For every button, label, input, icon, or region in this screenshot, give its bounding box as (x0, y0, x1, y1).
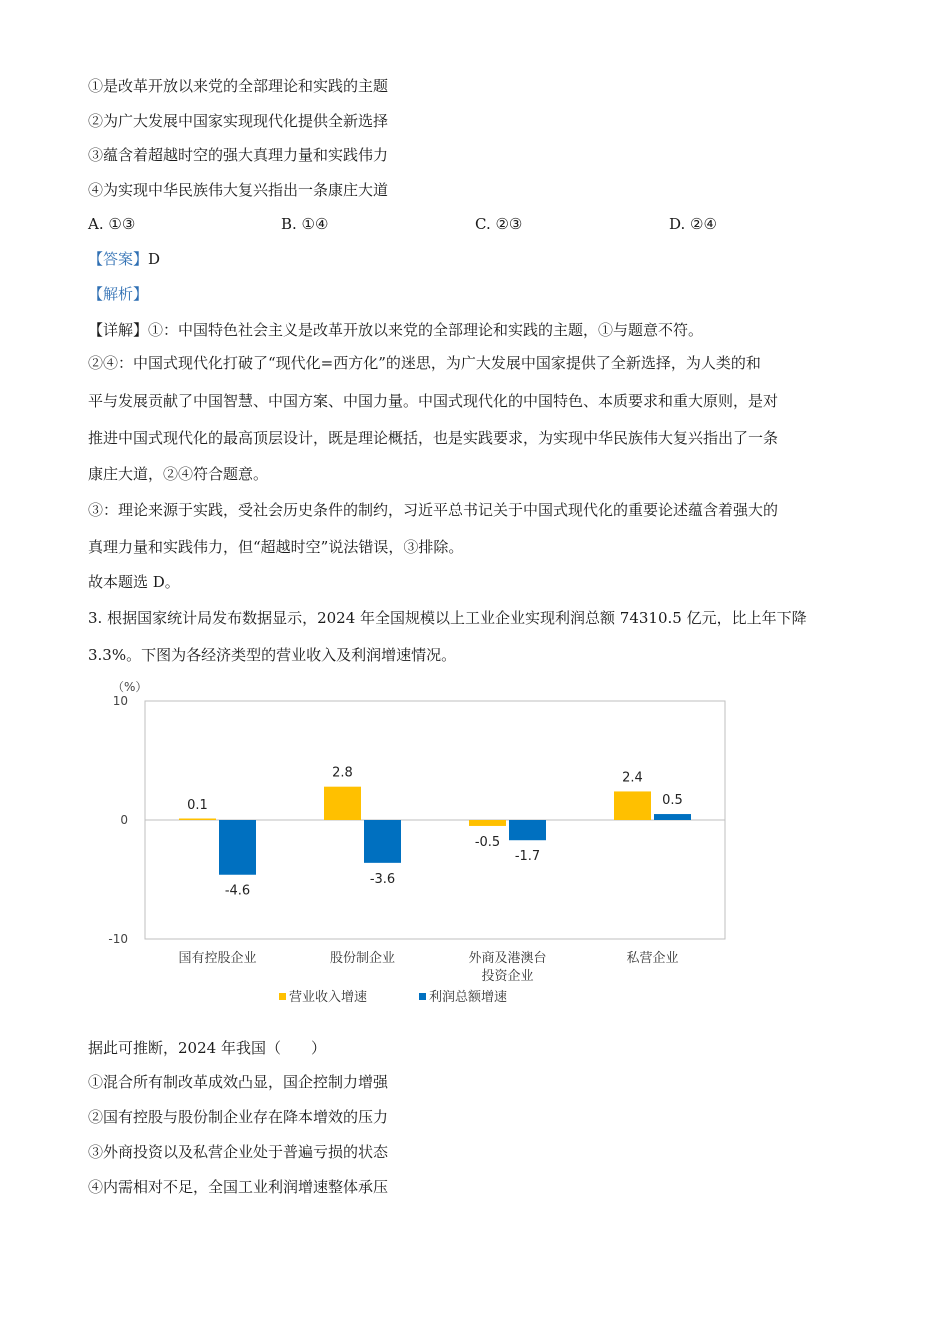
option-d: D. ②④ (669, 215, 717, 233)
q3-stem-line-1: 3. 根据国家统计局发布数据显示，2024 年全国规模以上工业企业实现利润总额 74310.5 亿元，比上年下降 (88, 609, 807, 627)
data-label: -1.7 (514, 849, 541, 865)
analysis-tag: 【解析】 (88, 285, 149, 303)
answer-line (88, 249, 868, 269)
legend-label: 营业收入增速 (289, 990, 368, 1005)
growth-bar-chart (0, 675, 950, 1015)
answer-value: D (148, 250, 161, 268)
bar-revenue (469, 820, 506, 826)
q3-question: 据此可推断，2024 年我国（ ） (88, 1039, 326, 1057)
bar-profit (219, 820, 256, 875)
legend-swatch (419, 993, 426, 1000)
data-label: 2.4 (622, 770, 643, 786)
bar-profit (654, 814, 691, 820)
legend-swatch (279, 993, 286, 1000)
q2-item-3: ③蕴含着超越时空的强大真理力量和实践伟力 (88, 146, 389, 164)
y-tick-label: 0 (120, 813, 128, 827)
analysis-line (88, 284, 868, 304)
detail-line-2: ②④：中国式现代化打破了“现代化=西方化”的迷思，为广大发展中国家提供了全新选择，为人类的和 (88, 354, 761, 372)
bar-revenue (179, 819, 216, 821)
option-a: A. ①③ (88, 215, 136, 233)
x-tick-label: 国有控股企业 (178, 951, 257, 966)
q3-item-1: ①混合所有制改革成效凸显，国企控制力增强 (88, 1073, 389, 1091)
q3-item-2: ②国有控股与股份制企业存在降本增效的压力 (88, 1108, 389, 1126)
data-label: -3.6 (369, 871, 396, 887)
y-tick-label: -10 (108, 932, 128, 946)
q2-item-1: ①是改革开放以来党的全部理论和实践的主题 (88, 77, 389, 95)
bar-revenue (324, 787, 361, 820)
detail-line-5: 康庄大道，②④符合题意。 (88, 465, 269, 483)
detail-line-6: ③：理论来源于实践，受社会历史条件的制约，习近平总书记关于中国式现代化的重要论述蕴含着强大的 (88, 501, 779, 519)
legend-label: 利润总额增速 (429, 990, 508, 1005)
q3-item-4: ④内需相对不足，全国工业利润增速整体承压 (88, 1178, 389, 1196)
data-label: -0.5 (474, 834, 501, 850)
y-unit-label: （%） (112, 680, 148, 694)
bar-revenue (614, 791, 651, 820)
x-tick-label: 股份制企业 (329, 951, 396, 966)
q3-item-3: ③外商投资以及私营企业处于普遍亏损的状态 (88, 1143, 389, 1161)
x-tick-label: 外商及港澳台 (468, 951, 547, 966)
data-label: 2.8 (332, 765, 353, 781)
detail-line-1: 【详解】①：中国特色社会主义是改革开放以来党的全部理论和实践的主题，①与题意不符。 (88, 321, 704, 339)
answer-tag: 【答案】 (88, 250, 149, 268)
bar-profit (509, 820, 546, 840)
y-tick-label: 10 (112, 694, 128, 708)
option-c: C. ②③ (475, 215, 523, 233)
detail-line-4: 推进中国式现代化的最高顶层设计，既是理论概括，也是实践要求，为实现中华民族伟大复兴指出了一条 (88, 429, 779, 447)
q2-item-4: ④为实现中华民族伟大复兴指出一条康庄大道 (88, 181, 389, 199)
bar-profit (364, 820, 401, 863)
option-b: B. ①④ (281, 215, 329, 233)
detail-line-7: 真理力量和实践伟力，但“超越时空”说法错误，③排除。 (88, 538, 464, 556)
detail-line-8: 故本题选 D。 (88, 573, 180, 591)
detail-line-3: 平与发展贡献了中国智慧、中国方案、中国力量。中国式现代化的中国特色、本质要求和重大原则，是对 (88, 392, 779, 410)
q2-item-2: ②为广大发展中国家实现现代化提供全新选择 (88, 112, 389, 130)
data-label: 0.5 (662, 793, 683, 809)
data-label: 0.1 (187, 797, 208, 813)
data-label: -4.6 (224, 883, 251, 899)
x-tick-label: 私营企业 (626, 951, 679, 966)
q3-stem-line-2: 3.3%。下图为各经济类型的营业收入及利润增速情况。 (88, 646, 457, 664)
x-tick-label: 投资企业 (481, 969, 534, 984)
